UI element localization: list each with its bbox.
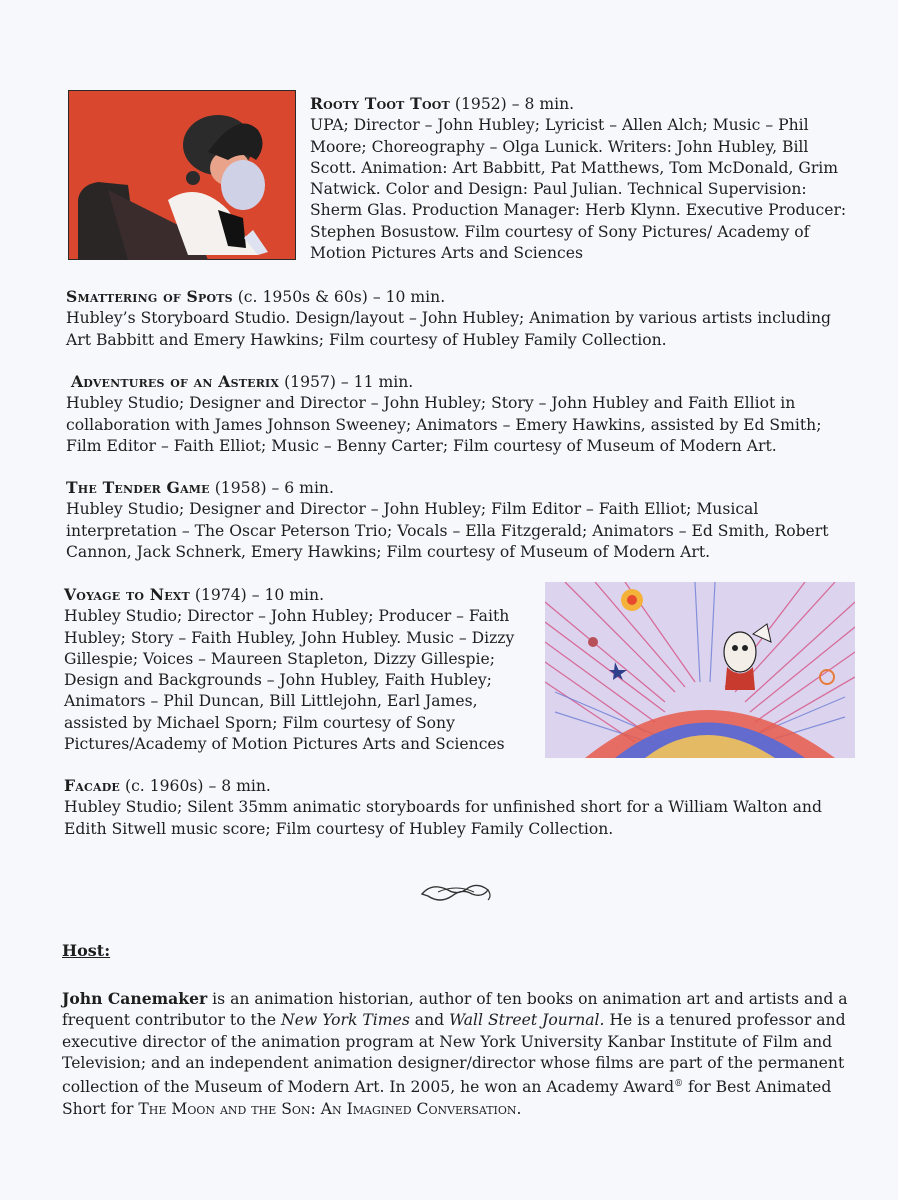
film-title: The Tender Game: [66, 478, 210, 497]
rooty-toot-toot-still: [68, 90, 296, 260]
voyage-to-next-still: [545, 582, 855, 758]
host-name: John Canemaker: [62, 989, 208, 1008]
film-entry-adventures-of-an-asterix: [66, 371, 851, 457]
film-title: Facade: [64, 776, 121, 795]
film-title: Voyage to Next: [64, 585, 190, 604]
film-title: Adventures of an Asterix: [70, 372, 280, 391]
film-entry-the-tender-game: [66, 477, 858, 563]
film-meta: (1974) – 10 min.: [189, 586, 325, 604]
film-credits: Hubley Studio; Silent 35mm animatic storyboards for unfinished short for a William Walton and Edith Sitwell music score; Film courtesy of Hubley Family Collection.: [64, 798, 822, 838]
film-title: Rooty Toot Toot: [310, 94, 450, 113]
film-meta: (1957) – 11 min.: [279, 373, 414, 391]
film-meta: (1958) – 6 min.: [209, 479, 334, 497]
film-entry-voyage-to-next: [64, 584, 530, 755]
host-bio-text-4: for Best Animated Short for: [62, 1078, 832, 1118]
host-bio-text-3: He is a tenured professor and executive director of the animation program at New York University Kanbar Institute of Film and Television; and an independent animation designer/director whose films are part of the permanent collection of the Museum of Modern Art. In 2005, he won an Academy Award: [62, 1011, 846, 1097]
film-credits: Hubley’s Storyboard Studio. Design/layout – John Hubley; Animation by various artists including Art Babbitt and Emery Hawkins; Film courtesy of Hubley Family Collection.: [66, 309, 831, 349]
film-credits: Hubley Studio; Director – John Hubley; Producer – Faith Hubley; Story – Faith Hubley, John Hubley. Music – Dizzy Gillespie; Voices – Maureen Stapleton, Dizzy Gillespie; Design and Backgrounds – John Hubley, Faith Hubley; Animators – Phil Duncan, Bill Littlejohn, Earl James, assisted by Michael Sporn; Film courtesy of Sony Pictures/Academy of Motion Pictures Arts and Sciences: [64, 607, 515, 754]
film-meta: (c. 1950s & 60s) – 10 min.: [232, 288, 446, 306]
host-bio-text-5: .: [516, 1099, 522, 1118]
film-title: Smattering of Spots: [66, 287, 233, 306]
registered-mark: ®: [674, 1079, 684, 1090]
film-credits: Hubley Studio; Designer and Director – John Hubley; Film Editor – Faith Elliot; Musical interpretation – The Oscar Peterson Trio; Vocals – Ella Fitzgerald; Animators – Ed Smith, Robert Cannon, Jack Schnerk, Emery Hawkins; Film courtesy of Museum of Modern Art.: [66, 500, 829, 561]
film-entry-facade: [64, 775, 854, 840]
host-bio-text-1: is an animation historian, author of ten books on animation art and artists and a frequent contributor to the: [62, 990, 848, 1030]
film-entry-smattering-of-spots: [66, 286, 851, 351]
host-heading: Host:: [62, 941, 111, 960]
publication-wsj: Wall Street Journal.: [449, 1011, 605, 1030]
publication-nyt: New York Times: [281, 1011, 410, 1030]
film-meta: (c. 1960s) – 8 min.: [120, 777, 271, 795]
film-credits: UPA; Director – John Hubley; Lyricist – Allen Alch; Music – Phil Moore; Choreography – Olga Lunick. Writers: John Hubley, Bill Scott. Animation: Art Babbitt, Pat Matthews, Tom McDonald, Grim Natwick. Color and Design: Paul Julian. Technical Supervision: Sherm Glas. Production Manager: Herb Klynn. Executive Producer: Stephen Bosustow. Film courtesy of Sony Pictures/ Academy of Motion Pictures Arts and Sciences: [310, 116, 847, 263]
film-credits: Hubley Studio; Designer and Director – John Hubley; Story – John Hubley and Faith Elliot in collaboration with James Johnson Sweeney; Animators – Emery Hawkins, assisted by Ed Smith; Film Editor – Faith Elliot; Music – Benny Carter; Film courtesy of Museum of Modern Art.: [66, 394, 822, 455]
flourish-ornament-icon: [418, 880, 494, 904]
award-film-title: The Moon and the Son: An Imagined Conversation: [138, 1099, 517, 1118]
film-meta: (1952) – 8 min.: [449, 95, 575, 113]
film-entry-rooty-toot-toot: [310, 93, 855, 264]
rooty-toot-toot-illustration-icon: [68, 90, 296, 260]
host-bio: [62, 988, 852, 1120]
host-bio-text-2: and: [409, 1011, 450, 1030]
voyage-to-next-illustration-icon: [545, 582, 855, 758]
